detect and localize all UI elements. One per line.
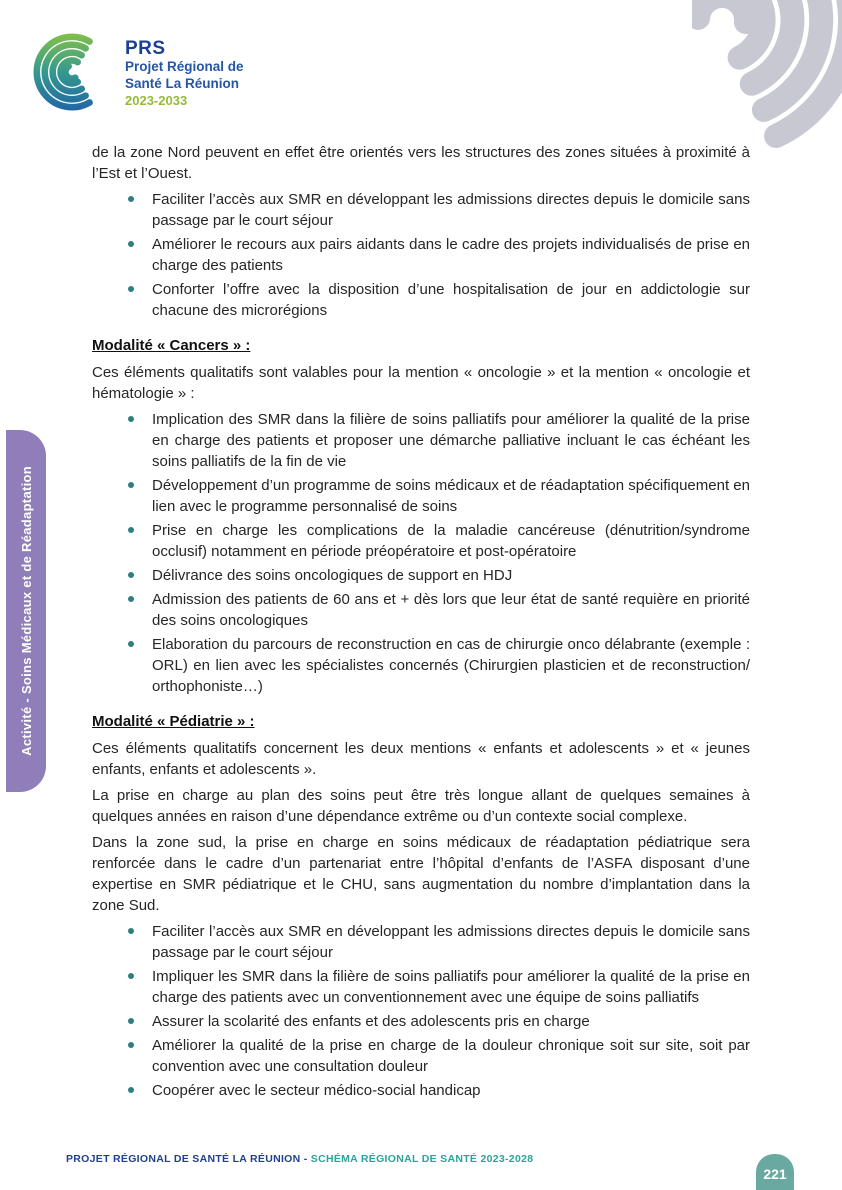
bullet-item — [92, 1080, 750, 1101]
bullet-text: Impliquer les SMR dans la filière de soins palliatifs pour améliorer la qualité de la prise en charge des patients avec un conventionnement avec une équipe de soins palliatifs — [152, 968, 750, 1006]
footer-right-text: SCHÉMA RÉGIONAL DE SANTÉ 2023-2028 — [310, 1153, 534, 1165]
bullet-icon — [128, 1087, 134, 1093]
section-heading: Modalité « Pédiatrie » : — [92, 713, 255, 730]
bullet-icon — [128, 241, 134, 247]
bullet-list — [92, 189, 750, 321]
bullet-item — [92, 409, 750, 472]
body-paragraph: de la zone Nord peuvent en effet être orientés vers les structures des zones situées à proximité à l’Est et l’Ouest. — [92, 144, 750, 182]
body-paragraph: Ces éléments qualitatifs concernent les deux mentions « enfants et adolescents » et « jeunes enfants, enfants et adolescents ». — [92, 740, 750, 778]
prs-logo — [28, 28, 244, 116]
prs-logo-arcs-icon — [28, 28, 116, 116]
logo-title-line1: Projet Régional de — [125, 59, 244, 74]
body-paragraph: La prise en charge au plan des soins peut être très longue allant de quelques semaines à quelques années en raison d’une dépendance extrême ou d’un contexte social complexe. — [92, 787, 750, 825]
bullet-text: Admission des patients de 60 ans et + dès lors que leur état de santé requière en priorité des soins oncologiques — [152, 591, 750, 629]
bullet-icon — [128, 1042, 134, 1048]
footer-title — [66, 1153, 533, 1165]
bullet-item — [92, 1011, 750, 1032]
bullet-text: Implication des SMR dans la filière de soins palliatifs pour améliorer la qualité de la prise en charge des patients et proposer une démarche palliative incluant le cas échéant les soins palliatifs de la fin de vie — [152, 411, 750, 470]
sidebar-section-tab — [6, 430, 46, 792]
logo-acronym: PRS — [125, 38, 166, 59]
bullet-item — [92, 921, 750, 963]
page-number-badge: 221 — [756, 1154, 794, 1190]
logo-text — [125, 28, 244, 109]
bullet-item — [92, 966, 750, 1008]
bullet-text: Elaboration du parcours de reconstruction en cas de chirurgie onco délabrante (exemple : ORL) en lien avec les spécialistes concernés (Chirurgien plasticien et de reconstruction/ orthophoniste…) — [152, 636, 750, 695]
bullet-icon — [128, 596, 134, 602]
sidebar-section-label: Activité - Soins Médicaux et de Réadaptation — [18, 466, 34, 756]
bullet-icon — [128, 482, 134, 488]
bullet-text: Améliorer le recours aux pairs aidants dans le cadre des projets individualisés de prise en charge des patients — [152, 236, 750, 274]
bullet-item — [92, 520, 750, 562]
bullet-text: Faciliter l’accès aux SMR en développant les admissions directes depuis le domicile sans passage par le court séjour — [152, 923, 750, 961]
bullet-icon — [128, 527, 134, 533]
bullet-icon — [128, 973, 134, 979]
bullet-text: Assurer la scolarité des enfants et des adolescents pris en charge — [152, 1013, 590, 1030]
bullet-icon — [128, 286, 134, 292]
bullet-text: Développement d’un programme de soins médicaux et de réadaptation spécifiquement en lien avec le programme personnalisé de soins — [152, 477, 750, 515]
bullet-item — [92, 234, 750, 276]
content-blocks — [92, 142, 750, 1106]
bullet-icon — [128, 416, 134, 422]
bullet-text: Prise en charge les complications de la maladie cancéreuse (dénutrition/syndrome occlusif) notamment en période préopératoire et post-opératoire — [152, 522, 750, 560]
bullet-item — [92, 475, 750, 517]
bullet-item — [92, 565, 750, 586]
bullet-text: Améliorer la qualité de la prise en charge de la douleur chronique soit sur site, soit par convention avec une consultation douleur — [152, 1037, 750, 1075]
bullet-text: Conforter l’offre avec la disposition d’une hospitalisation de jour en addictologie sur chacune des microrégions — [152, 281, 750, 319]
bullet-text: Coopérer avec le secteur médico-social handicap — [152, 1082, 481, 1099]
bullet-list — [92, 409, 750, 697]
section-heading: Modalité « Cancers » : — [92, 337, 251, 354]
bullet-icon — [128, 928, 134, 934]
bullet-icon — [128, 196, 134, 202]
footer-left-text: PROJET RÉGIONAL DE SANTÉ LA RÉUNION - — [66, 1153, 311, 1165]
bullet-text: Délivrance des soins oncologiques de support en HDJ — [152, 567, 513, 584]
bullet-item — [92, 189, 750, 231]
bullet-icon — [128, 572, 134, 578]
bullet-text: Faciliter l’accès aux SMR en développant les admissions directes depuis le domicile sans passage par le court séjour — [152, 191, 750, 229]
bullet-item — [92, 1035, 750, 1077]
bullet-icon — [128, 641, 134, 647]
bullet-list — [92, 921, 750, 1101]
logo-title-line2: Santé La Réunion — [125, 75, 240, 91]
bullet-icon — [128, 1018, 134, 1024]
logo-years: 2023-2033 — [125, 93, 188, 108]
body-paragraph: Dans la zone sud, la prise en charge en soins médicaux de réadaptation pédiatrique sera renforcée dans le cadre d’un partenariat entre l’hôpital d’enfants de l’ASFA disposant d’une expertise en SMR pédiatrique et le CHU, sans augmentation du nombre d’implantation dans la zone Sud. — [92, 834, 750, 914]
bullet-item — [92, 279, 750, 321]
bullet-item — [92, 634, 750, 697]
body-paragraph: Ces éléments qualitatifs sont valables pour la mention « oncologie » et la mention « oncologie et hématologie » : — [92, 364, 750, 402]
bullet-item — [92, 589, 750, 631]
